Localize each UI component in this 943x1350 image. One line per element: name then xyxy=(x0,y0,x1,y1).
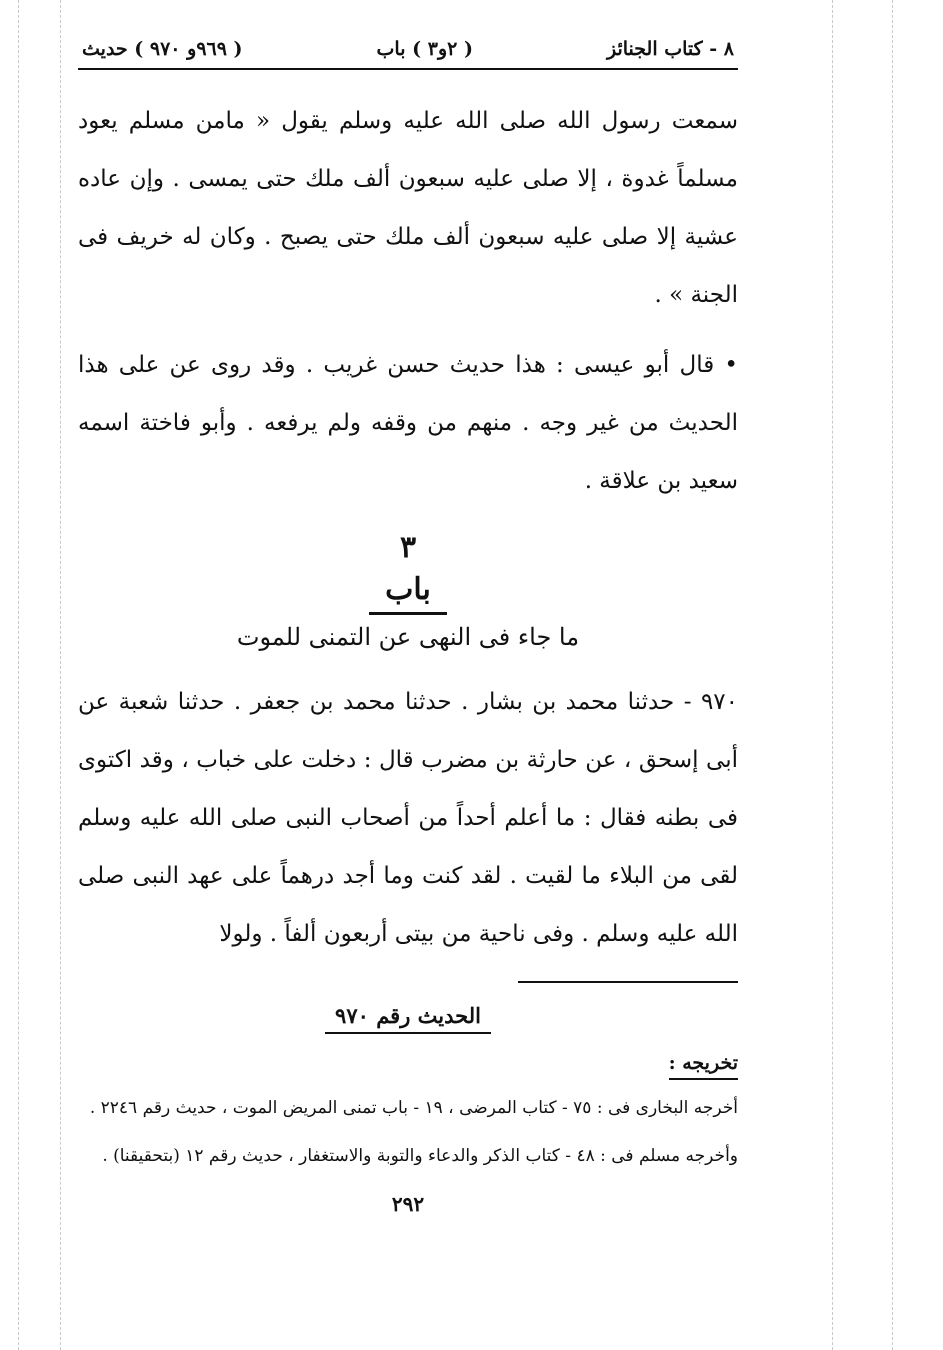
running-header xyxy=(78,38,738,70)
hadith-paragraph: سمعت رسول الله صلى الله عليه وسلم يقول « مامن مسلم يعود مسلماً غدوة ، إلا صلى عليه سبعون ألف ملك حتى يمسى . وإن عاده عشية إلا صلى عليه سبعون ألف ملك حتى يصبح . وكان له خريف فى الجنة » . xyxy=(78,108,738,308)
commentary-paragraph: • قال أبو عيسى : هذا حديث حسن غريب . وقد روى عن على هذا الحديث من غير وجه . منهم من وقفه ولم يرفعه . وأبو فاختة اسمه سعيد بن علاقة . xyxy=(78,352,738,494)
footnote-item: أخرجه البخارى فى : ٧٥ - كتاب المرضى ، ١٩ - باب تمنى المريض الموت ، حديث رقم ٢٢٤٦ . xyxy=(89,1098,738,1118)
takhrij-label: تخريجه : xyxy=(78,1052,738,1080)
chapter-number: ٣ xyxy=(399,530,417,565)
page-number: ٢٩٢ xyxy=(391,1192,425,1216)
header-book-title: ٨ - كتاب الجنائز xyxy=(606,38,734,60)
footnote-heading: الحديث رقم ٩٧٠ xyxy=(78,1003,738,1034)
chapter-label: باب xyxy=(369,568,447,615)
chapter-title: ما جاء فى النهى عن التمنى للموت xyxy=(236,623,580,651)
scan-fold-line xyxy=(18,0,19,1350)
header-chapter: ( ٢و٣ ) باب xyxy=(376,38,473,60)
scan-fold-line xyxy=(892,0,893,1350)
book-page xyxy=(78,38,738,1216)
header-hadith-range: ( ٩٦٩و ٩٧٠ ) حديث xyxy=(82,38,243,60)
scan-fold-line xyxy=(60,0,61,1350)
footnote-item: وأخرجه مسلم فى : ٤٨ - كتاب الذكر والدعاء والتوبة والاستغفار ، حديث رقم ١٢ (بتحقيقنا) . xyxy=(102,1146,738,1166)
hadith-970-text xyxy=(78,673,738,963)
scan-fold-line xyxy=(832,0,833,1350)
hadith-paragraph: ٩٧٠ - حدثنا محمد بن بشار . حدثنا محمد بن جعفر . حدثنا شعبة عن أبى إسحق ، عن حارثة بن مضرب قال : دخلت على خباب ، وقد اكتوى فى بطنه فقال : ما أعلم أحداً من أصحاب النبى صلى الله عليه وسلم لقى من البلاء ما لقيت . لقد كنت وما أجد درهماً على عهد النبى صلى الله عليه وسلم . وفى ناحية من بيتى أربعون ألفاً . ولولا xyxy=(78,689,738,947)
chapter-heading xyxy=(78,528,738,659)
main-text xyxy=(78,92,738,510)
footnote-divider xyxy=(518,981,738,983)
